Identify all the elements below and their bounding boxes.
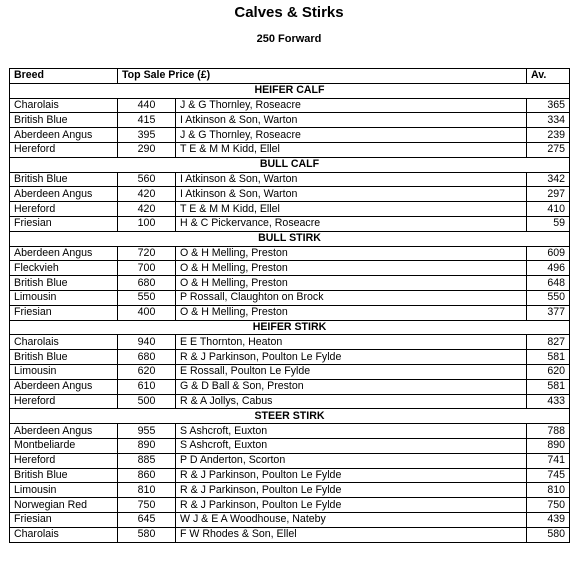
average-cell: 297 — [527, 187, 570, 202]
average-cell: 609 — [527, 246, 570, 261]
price-cell: 700 — [118, 261, 176, 276]
breed-cell: British Blue — [10, 172, 118, 187]
table-row — [10, 113, 570, 128]
price-cell: 420 — [118, 202, 176, 217]
average-cell: 334 — [527, 113, 570, 128]
breed-cell: Hereford — [10, 453, 118, 468]
table-row — [10, 128, 570, 143]
vendor-cell: R & J Parkinson, Poulton Le Fylde — [176, 498, 527, 513]
table-row — [10, 512, 570, 527]
page-subtitle: 250 Forward — [256, 33, 322, 45]
table-row — [10, 498, 570, 513]
price-cell: 680 — [118, 276, 176, 291]
average-cell: 788 — [527, 424, 570, 439]
table-body — [10, 83, 570, 542]
average-cell: 496 — [527, 261, 570, 276]
vendor-cell: W J & E A Woodhouse, Nateby — [176, 512, 527, 527]
price-cell: 420 — [118, 187, 176, 202]
price-cell: 720 — [118, 246, 176, 261]
price-cell: 440 — [118, 98, 176, 113]
table-row — [10, 290, 570, 305]
page-title: Calves & Stirks — [234, 4, 344, 21]
breed-cell: Charolais — [10, 527, 118, 542]
vendor-cell: I Atkinson & Son, Warton — [176, 172, 527, 187]
price-cell: 645 — [118, 512, 176, 527]
average-cell: 59 — [527, 216, 570, 231]
breed-cell: Norwegian Red — [10, 498, 118, 513]
vendor-cell: R & J Parkinson, Poulton Le Fylde — [176, 468, 527, 483]
price-cell: 500 — [118, 394, 176, 409]
average-cell: 275 — [527, 142, 570, 157]
price-cell: 680 — [118, 350, 176, 365]
average-cell: 580 — [527, 527, 570, 542]
price-cell: 940 — [118, 335, 176, 350]
table-row — [10, 483, 570, 498]
section-heading: HEIFER STIRK — [10, 320, 570, 335]
average-cell: 342 — [527, 172, 570, 187]
section-header-row — [10, 231, 570, 246]
table-row — [10, 364, 570, 379]
table-row — [10, 216, 570, 231]
table-row — [10, 438, 570, 453]
average-cell: 890 — [527, 438, 570, 453]
price-cell: 810 — [118, 483, 176, 498]
table-row — [10, 187, 570, 202]
breed-cell: British Blue — [10, 350, 118, 365]
table-row — [10, 305, 570, 320]
breed-cell: Hereford — [10, 202, 118, 217]
table-row — [10, 394, 570, 409]
vendor-cell: R & A Jollys, Cabus — [176, 394, 527, 409]
breed-cell: Fleckvieh — [10, 261, 118, 276]
vendor-cell: R & J Parkinson, Poulton Le Fylde — [176, 483, 527, 498]
table-row — [10, 276, 570, 291]
price-cell: 890 — [118, 438, 176, 453]
table-row — [10, 379, 570, 394]
section-heading: HEIFER CALF — [10, 83, 570, 98]
breed-cell: Charolais — [10, 98, 118, 113]
price-cell: 610 — [118, 379, 176, 394]
price-cell: 395 — [118, 128, 176, 143]
price-cell: 550 — [118, 290, 176, 305]
average-cell: 741 — [527, 453, 570, 468]
vendor-cell: G & D Ball & Son, Preston — [176, 379, 527, 394]
price-cell: 560 — [118, 172, 176, 187]
section-header-row — [10, 409, 570, 424]
vendor-cell: I Atkinson & Son, Warton — [176, 187, 527, 202]
breed-cell: Friesian — [10, 216, 118, 231]
vendor-cell: O & H Melling, Preston — [176, 246, 527, 261]
breed-cell: Limousin — [10, 483, 118, 498]
vendor-cell: E E Thornton, Heaton — [176, 335, 527, 350]
average-cell: 239 — [527, 128, 570, 143]
breed-cell: Montbeliarde — [10, 438, 118, 453]
vendor-cell: S Ashcroft, Euxton — [176, 424, 527, 439]
average-cell: 410 — [527, 202, 570, 217]
table-row — [10, 453, 570, 468]
breed-cell: Hereford — [10, 394, 118, 409]
table-row — [10, 261, 570, 276]
vendor-cell: E Rossall, Poulton Le Fylde — [176, 364, 527, 379]
average-cell: 810 — [527, 483, 570, 498]
table-row — [10, 98, 570, 113]
section-heading: STEER STIRK — [10, 409, 570, 424]
table-row — [10, 172, 570, 187]
price-cell: 750 — [118, 498, 176, 513]
price-cell: 400 — [118, 305, 176, 320]
price-cell: 955 — [118, 424, 176, 439]
table-row — [10, 246, 570, 261]
section-header-row — [10, 320, 570, 335]
breed-cell: Aberdeen Angus — [10, 246, 118, 261]
average-cell: 648 — [527, 276, 570, 291]
breed-cell: Aberdeen Angus — [10, 128, 118, 143]
price-cell: 415 — [118, 113, 176, 128]
price-cell: 860 — [118, 468, 176, 483]
breed-cell: Limousin — [10, 364, 118, 379]
table-row — [10, 335, 570, 350]
vendor-cell: J & G Thornley, Roseacre — [176, 98, 527, 113]
average-cell: 433 — [527, 394, 570, 409]
vendor-cell: P D Anderton, Scorton — [176, 453, 527, 468]
vendor-cell: O & H Melling, Preston — [176, 305, 527, 320]
table-row — [10, 350, 570, 365]
section-header-row — [10, 157, 570, 172]
breed-cell: Aberdeen Angus — [10, 379, 118, 394]
vendor-cell: H & C Pickervance, Roseacre — [176, 216, 527, 231]
vendor-cell: O & H Melling, Preston — [176, 276, 527, 291]
vendor-cell: R & J Parkinson, Poulton Le Fylde — [176, 350, 527, 365]
average-cell: 550 — [527, 290, 570, 305]
price-cell: 580 — [118, 527, 176, 542]
breed-cell: British Blue — [10, 113, 118, 128]
breed-cell: British Blue — [10, 468, 118, 483]
vendor-cell: T E & M M Kidd, Ellel — [176, 142, 527, 157]
vendor-cell: O & H Melling, Preston — [176, 261, 527, 276]
average-cell: 745 — [527, 468, 570, 483]
breed-cell: Limousin — [10, 290, 118, 305]
vendor-cell: F W Rhodes & Son, Ellel — [176, 527, 527, 542]
breed-cell: Friesian — [10, 305, 118, 320]
price-cell: 620 — [118, 364, 176, 379]
average-cell: 620 — [527, 364, 570, 379]
average-cell: 581 — [527, 379, 570, 394]
breed-cell: Aberdeen Angus — [10, 187, 118, 202]
section-heading: BULL STIRK — [10, 231, 570, 246]
header-breed: Breed — [10, 69, 118, 84]
price-cell: 885 — [118, 453, 176, 468]
table-row — [10, 468, 570, 483]
average-cell: 365 — [527, 98, 570, 113]
average-cell: 827 — [527, 335, 570, 350]
average-cell: 439 — [527, 512, 570, 527]
table-row — [10, 202, 570, 217]
vendor-cell: P Rossall, Claughton on Brock — [176, 290, 527, 305]
breed-cell: Aberdeen Angus — [10, 424, 118, 439]
average-cell: 377 — [527, 305, 570, 320]
section-header-row — [10, 83, 570, 98]
vendor-cell: J & G Thornley, Roseacre — [176, 128, 527, 143]
breed-cell: Hereford — [10, 142, 118, 157]
breed-cell: Friesian — [10, 512, 118, 527]
header-row — [10, 69, 570, 84]
section-heading: BULL CALF — [10, 157, 570, 172]
table-row — [10, 424, 570, 439]
vendor-cell: S Ashcroft, Euxton — [176, 438, 527, 453]
average-cell: 581 — [527, 350, 570, 365]
price-cell: 100 — [118, 216, 176, 231]
breed-cell: British Blue — [10, 276, 118, 291]
results-table — [9, 68, 570, 543]
table-row — [10, 142, 570, 157]
table-row — [10, 527, 570, 542]
average-cell: 750 — [527, 498, 570, 513]
header-top-price: Top Sale Price (£) — [118, 69, 527, 84]
vendor-cell: T E & M M Kidd, Ellel — [176, 202, 527, 217]
breed-cell: Charolais — [10, 335, 118, 350]
price-cell: 290 — [118, 142, 176, 157]
vendor-cell: I Atkinson & Son, Warton — [176, 113, 527, 128]
header-average: Av. — [527, 69, 570, 84]
